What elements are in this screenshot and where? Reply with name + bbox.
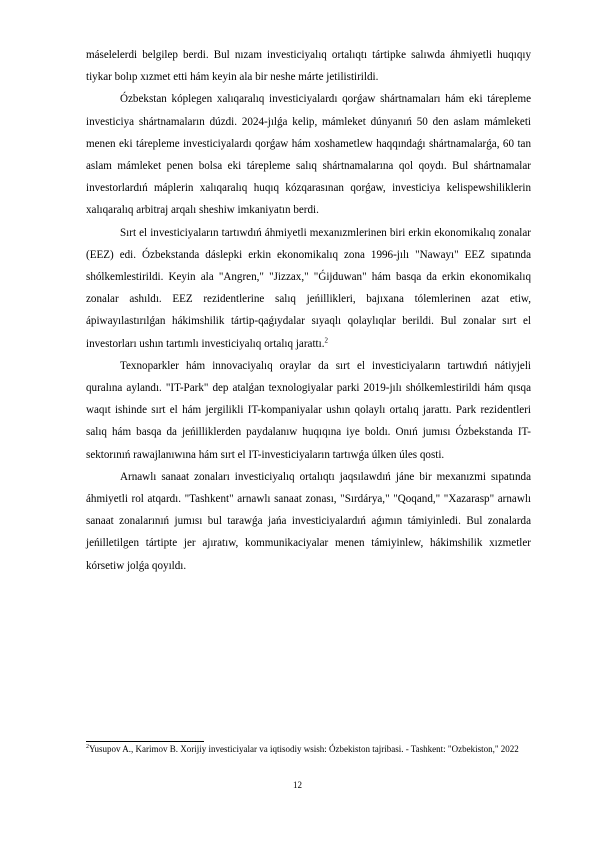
- footnote-text: Yusupov A., Karimov B. Xorijiy investiciyalar va iqtisodiy wsish: Ózbekiston tajribasi. - Tashkent: "Ozbekiston," 2022: [89, 744, 519, 754]
- paragraph-4: Texnoparkler hám innovaciyalıq oraylar da sırt el investiciyaların tartıwdıń nátiyjeli quralına aylandı. "IT-Park" dep atalǵan texnologiyalar parki 2019-jılı shólkemlestirildi hám qısqa waqıt ishinde sırt el hám jergilikli IT-kompaniyalar ushın qolaylı ortalıq jarattı. Park rezidentleri salıq hám basqa da jeńilliklerden paydalanıw huqıqına iye boldı. Onıń jumısı Ózbekstanda IT-sektorınıń rawajlanıwına hám sırt el IT-investiciyaların tartıwǵa úlken úles qosti.: [86, 359, 531, 461]
- footnote: [86, 744, 546, 755]
- paragraph-3: [86, 222, 531, 355]
- paragraph-2: Ózbekstan kóplegen xalıqaralıq investiciyalardı qorǵaw shártnamaları hám eki tárepleme investiciya shártnamaların dúzdi. 2024-jılǵa kelip, mámleket dúnyanıń 50 den aslam mámleketi menen eki tárepleme investiciyalardı qorǵaw hám xoshametlew haqqındaǵı shártnamalarǵa, 60 tan aslam mámleket penen bolsa eki tárepleme salıq shártnamalarına qol qoydı. Bul shártnamalar investorlardıń máplerin xalıqaralıq huqıq kózqarasınan qorǵaw, investiciya kelispewshiliklerin xalıqaralıq arbitraj arqalı sheshiw imkaniyatın berdi.: [86, 93, 531, 217]
- footnote-reference: 2: [324, 335, 328, 344]
- page-number: 12: [293, 780, 302, 790]
- footnote-mark: 2: [86, 744, 89, 750]
- document-body: [86, 44, 531, 577]
- paragraph-1: máselelerdi belgilep berdi. Bul nızam investiciyalıq ortalıqtı tártipke salıwda áhmiyetli huqıqıy tiykar bolıp xızmet etti hám keyin ala bir neshe márte jetilistirildi.: [86, 49, 531, 84]
- paragraph-5: Arnawlı sanaat zonaları investiciyalıq ortalıqtı jaqsılawdıń jáne bir mexanızmi sıpatında áhmiyetli rol atqardı. "Tashkent" arnawlı sanaat zonası, "Sırdárya," "Qoqand," "Xazarasp" arnawlı sanaat zonalarınıń jumısı bul tarawǵa jańa investiciyalardıń aǵımın támiyinledi. Bul zonalarda jeńilletilgen tártipte jer ajıratıw, kommunikaciyalar menen támiyinlew, hákimshilik xızmetler kórsetiw jolǵa qoyıldı.: [86, 470, 531, 572]
- footnote-separator: [86, 741, 204, 742]
- paragraph-3-text: Sırt el investiciyaların tartıwdıń áhmiyetli mexanızmlerinen biri erkin ekonomikalıq zonalar (EEZ) edi. Ózbekstanda dáslepki erkin ekonomikalıq zona 1996-jılı "Nawayı" EEZ sıpatında shólkemlestirildi. Keyin ala "Angren," "Jizzax," "Ǵijduwan" hám basqa da erkin ekonomikalıq zonalar ashıldı. EEZ rezidentlerine salıq jeńillikleri, bajıxana tólemlerinen azat etiw, ápiwayılastırılǵan hákimshilik tártip-qaǵıydalar sıyaqlı qolaylıqlar berildi. Bul zonalar sırt el investorları ushın tartımlı investiciyalıq ortalıq jarattı.: [86, 226, 531, 350]
